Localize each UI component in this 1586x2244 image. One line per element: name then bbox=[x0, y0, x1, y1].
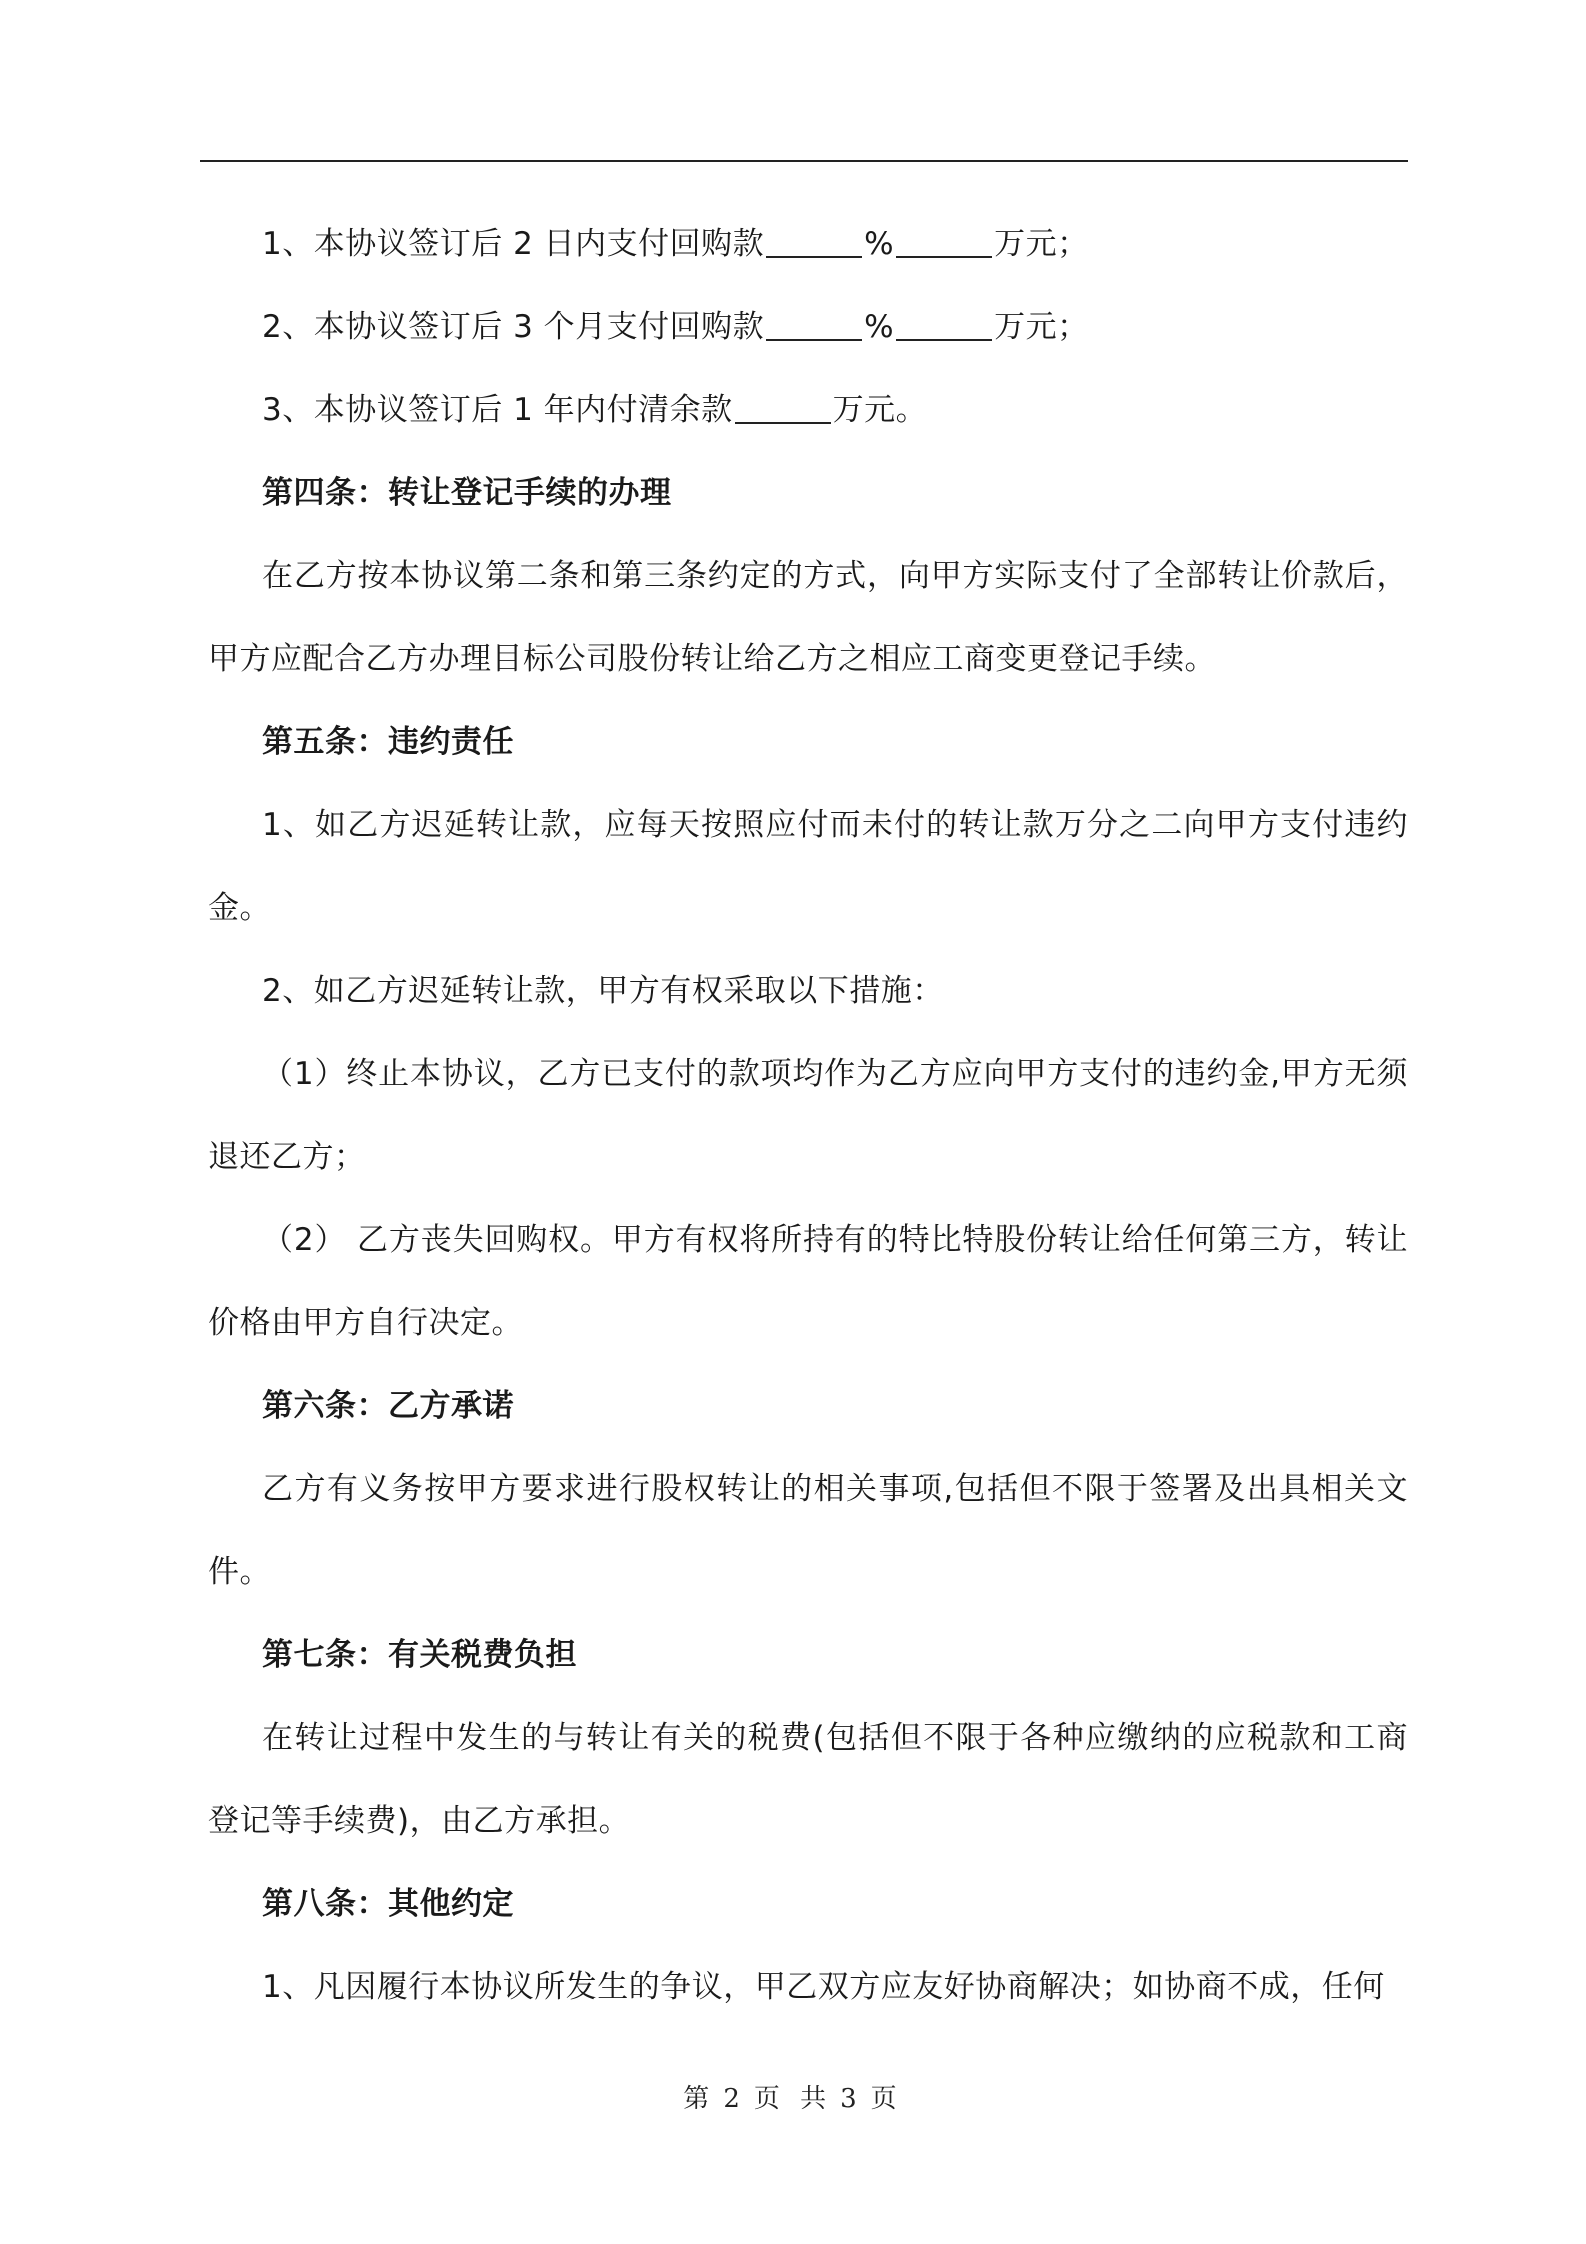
article-4-body: 在乙方按本协议第二条和第三条约定的方式，向甲方实际支付了全部转让价款后，甲方应配合乙方办理目标公司股份转让给乙方之相应工商变更登记手续。 bbox=[208, 558, 1408, 677]
header-rule bbox=[200, 160, 1408, 162]
article-6-heading: 第六条：乙方承诺 bbox=[262, 1388, 514, 1424]
blank-field bbox=[896, 309, 992, 341]
payment-item-2-suffix: 万元； bbox=[994, 309, 1089, 345]
payment-item-2-text: 2、本协议签订后 3 个月支付回购款 bbox=[262, 309, 765, 345]
blank-field bbox=[766, 226, 862, 258]
footer-middle: 页 共 bbox=[753, 2084, 833, 2114]
blank-field bbox=[766, 309, 862, 341]
percent-sign: % bbox=[864, 226, 895, 262]
percent-sign: % bbox=[864, 309, 895, 345]
article-5-item-2: 2、如乙方迟延转让款，甲方有权采取以下措施： bbox=[262, 973, 944, 1009]
blank-field bbox=[735, 392, 831, 424]
payment-item-1 bbox=[208, 203, 1408, 286]
page-number: 2 bbox=[723, 2084, 746, 2114]
article-5-sub-1: （1）终止本协议，乙方已支付的款项均作为乙方应向甲方支付的违约金,甲方无须退还乙方； bbox=[208, 1056, 1408, 1175]
payment-item-2 bbox=[208, 286, 1408, 369]
document-body bbox=[208, 203, 1408, 2029]
footer-suffix: 页 bbox=[870, 2084, 903, 2114]
footer-prefix: 第 bbox=[683, 2084, 716, 2114]
payment-item-3-suffix: 万元。 bbox=[832, 392, 928, 428]
blank-field bbox=[896, 226, 992, 258]
article-4-heading: 第四条：转让登记手续的办理 bbox=[262, 475, 672, 511]
total-pages: 3 bbox=[840, 2084, 863, 2114]
article-6-body: 乙方有义务按甲方要求进行股权转让的相关事项,包括但不限于签署及出具相关文件。 bbox=[208, 1471, 1408, 1590]
article-5-item-1: 1、如乙方迟延转让款，应每天按照应付而未付的转让款万分之二向甲方支付违约金。 bbox=[208, 807, 1408, 926]
article-7-heading: 第七条：有关税费负担 bbox=[262, 1637, 577, 1673]
article-5-heading: 第五条：违约责任 bbox=[262, 724, 514, 760]
article-5-sub-2: （2） 乙方丧失回购权。甲方有权将所持有的特比特股份转让给任何第三方，转让价格由甲方自行决定。 bbox=[208, 1222, 1408, 1341]
payment-item-3 bbox=[208, 369, 1408, 452]
article-7-body: 在转让过程中发生的与转让有关的税费(包括但不限于各种应缴纳的应税款和工商登记等手续费)，由乙方承担。 bbox=[208, 1720, 1408, 1839]
article-8-item-1: 1、凡因履行本协议所发生的争议，甲乙双方应友好协商解决；如协商不成，任何 bbox=[262, 1969, 1385, 2005]
article-8-heading: 第八条：其他约定 bbox=[262, 1886, 514, 1922]
page-footer bbox=[0, 2078, 1586, 2115]
payment-item-1-text: 1、本协议签订后 2 日内支付回购款 bbox=[262, 226, 765, 262]
payment-item-3-text: 3、本协议签订后 1 年内付清余款 bbox=[262, 392, 733, 428]
payment-item-1-suffix: 万元； bbox=[994, 226, 1089, 262]
